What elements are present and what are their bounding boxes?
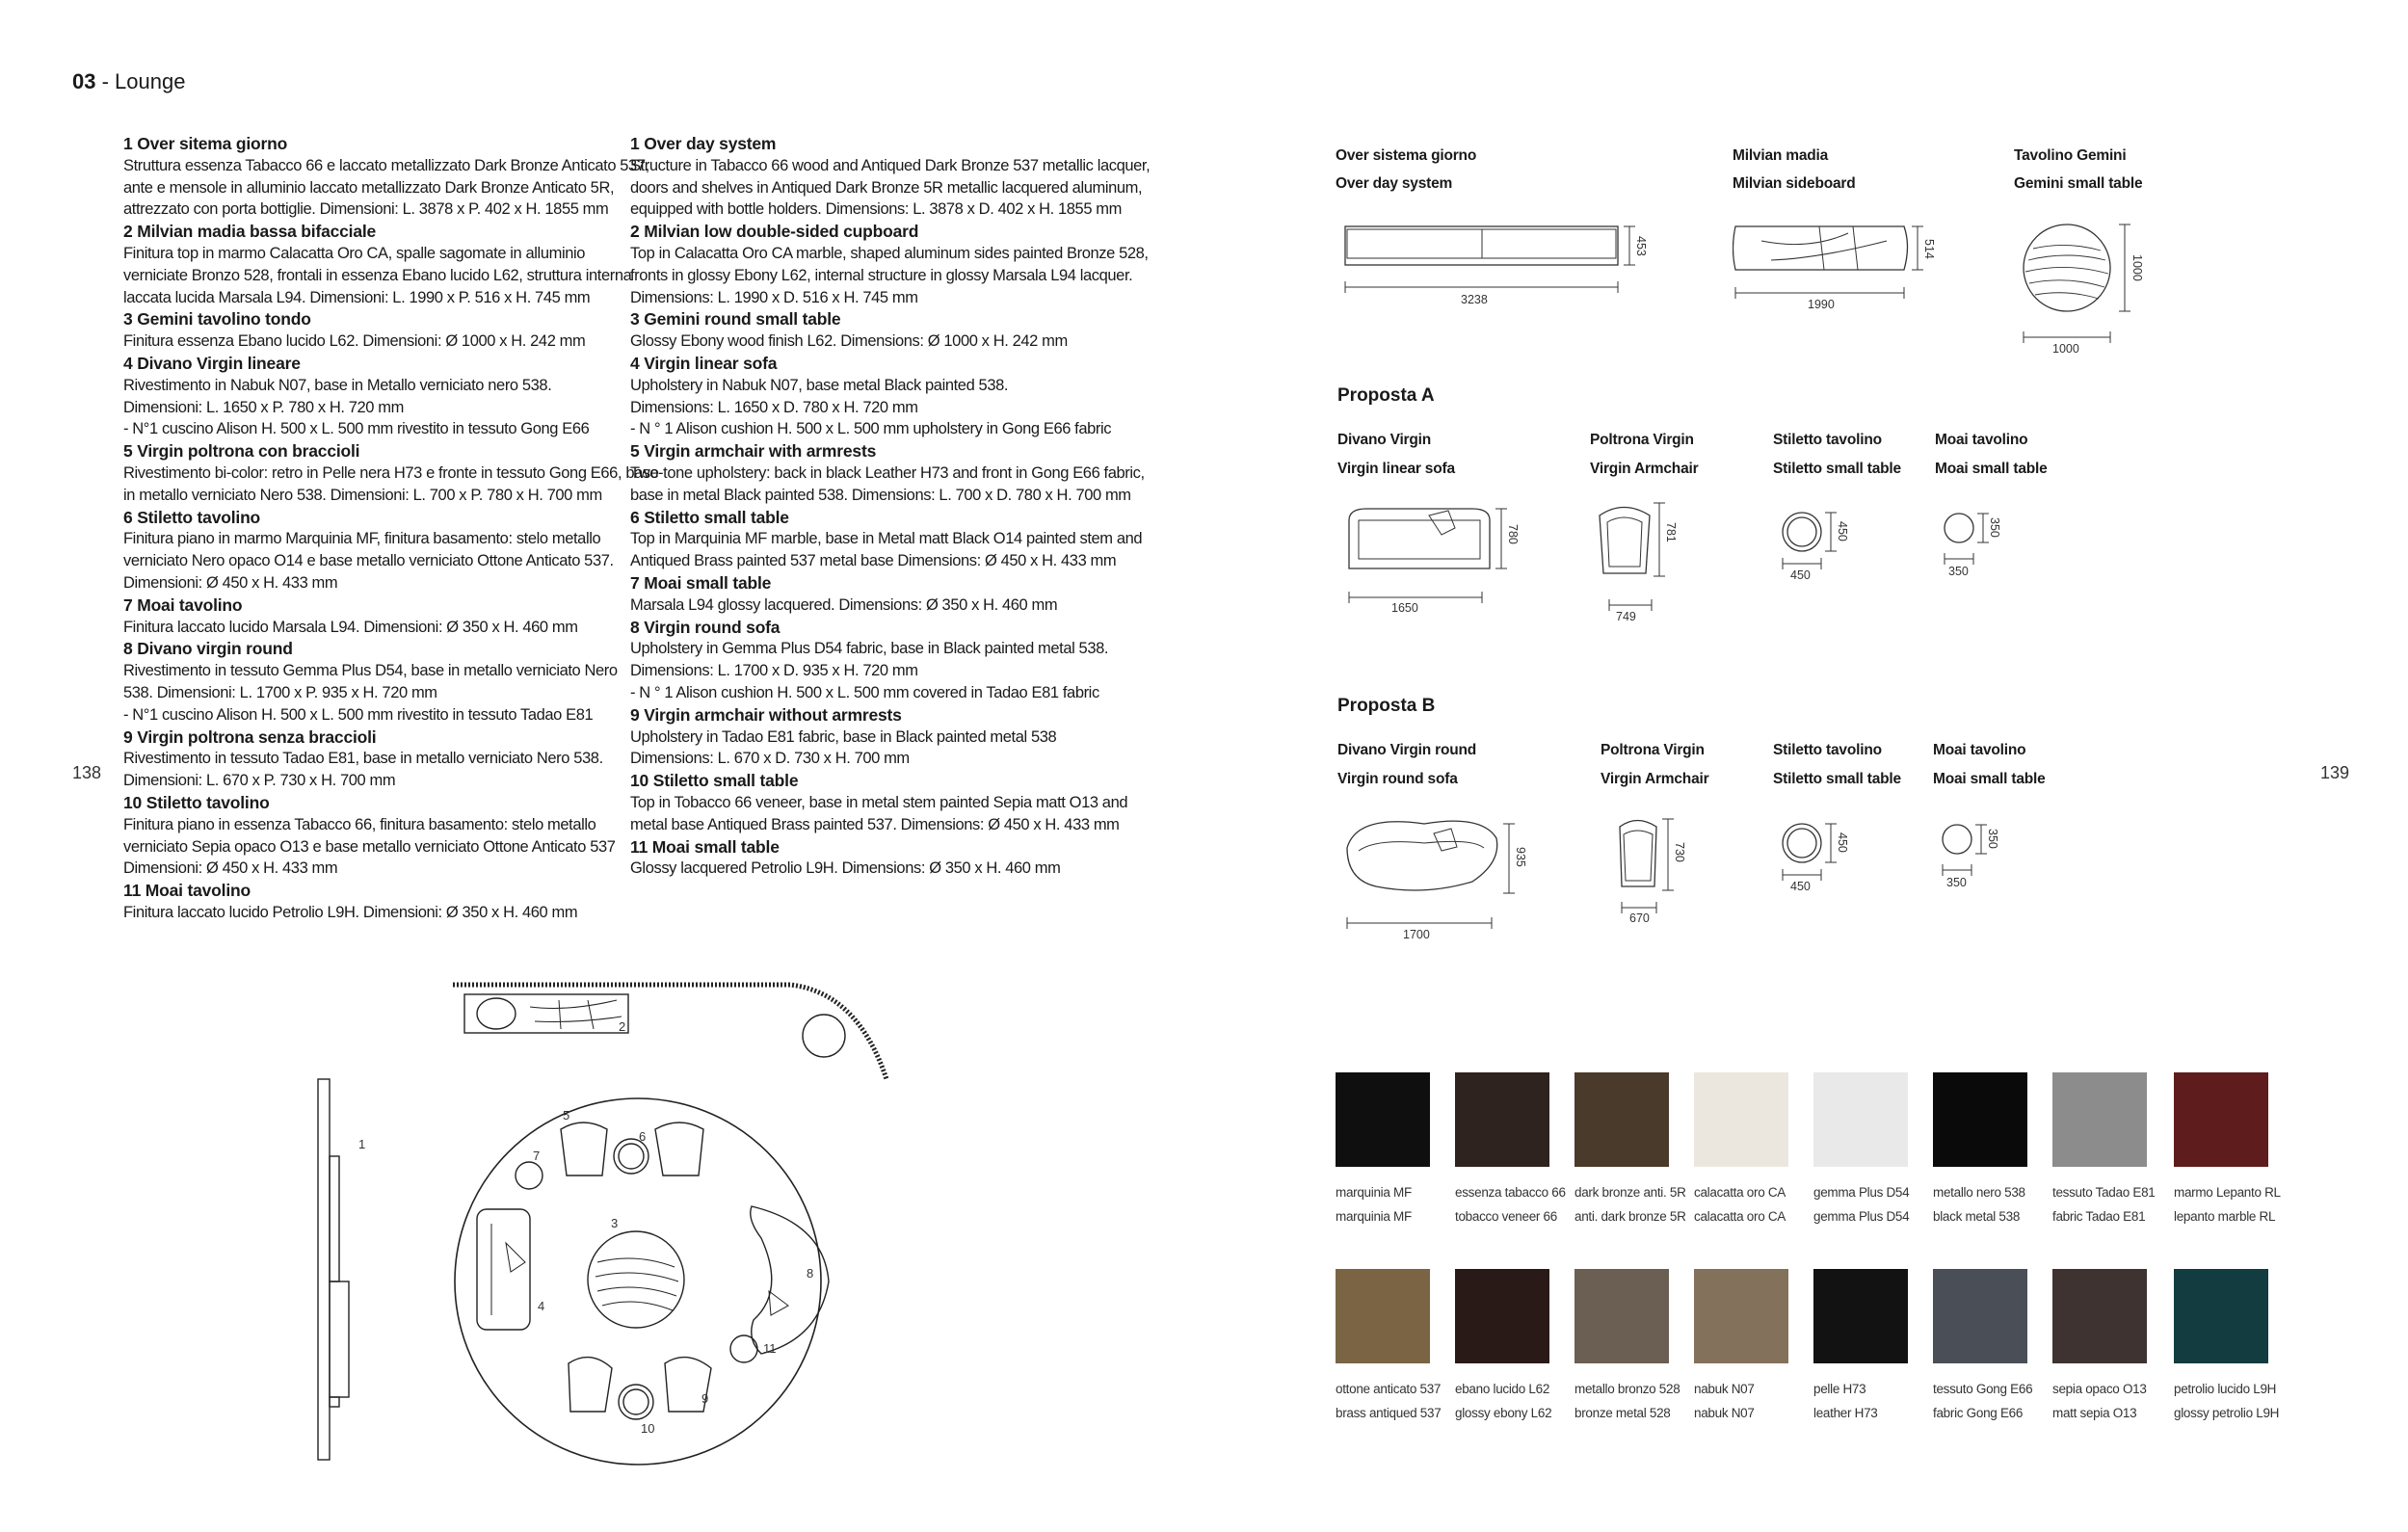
english-item-line: Glossy lacquered Petrolio L9H. Dimensions: Ø 350 x H. 460 mm bbox=[630, 859, 1061, 878]
english-item-line: fronts in glossy Ebony L62, internal structure in glossy Marsala L94 lacquer. bbox=[630, 266, 1133, 284]
pb-sofa-it: Divano Virgin round bbox=[1337, 742, 1477, 758]
swatch-caption bbox=[1336, 1180, 1412, 1228]
english-item-title: 3 Gemini round small table bbox=[630, 309, 841, 330]
section-number: 03 bbox=[72, 69, 96, 93]
swatch-r1-4 bbox=[1813, 1072, 1908, 1167]
plan-label-2: 2 bbox=[619, 1019, 626, 1034]
swatch-caption bbox=[1455, 1377, 1551, 1425]
pa-moai-drawing bbox=[1935, 506, 2031, 602]
pb-moai-h: 350 bbox=[1986, 829, 1999, 849]
swatch-caption-en: black metal 538 bbox=[1933, 1209, 2021, 1224]
italian-item-line: Dimensioni: L. 1650 x P. 780 x H. 720 mm bbox=[123, 398, 404, 416]
english-item-title: 7 Moai small table bbox=[630, 572, 772, 593]
swatch-caption-it: nabuk N07 bbox=[1694, 1382, 1755, 1396]
swatch-caption-it: calacatta oro CA bbox=[1694, 1185, 1786, 1200]
swatch-caption-it: tessuto Tadao E81 bbox=[2052, 1185, 2156, 1200]
pb-stiletto-h: 450 bbox=[1836, 832, 1849, 853]
milvian-height: 514 bbox=[1922, 239, 1936, 259]
pa-stiletto-h: 450 bbox=[1836, 521, 1849, 541]
italian-item-line: Finitura piano in essenza Tabacco 66, finitura basamento: stelo metallo bbox=[123, 815, 596, 833]
swatch-caption bbox=[1933, 1180, 2025, 1228]
italian-item-line: Finitura piano in marmo Marquinia MF, finitura basamento: stelo metallo bbox=[123, 530, 601, 548]
italian-item-title: 2 Milvian madia bassa bifacciale bbox=[123, 222, 377, 242]
swatch-r1-6 bbox=[2052, 1072, 2147, 1167]
proposta-a-title: Proposta A bbox=[1337, 385, 1435, 406]
swatch-caption-en: fabric Gong E66 bbox=[1933, 1406, 2024, 1420]
italian-item-line: Rivestimento in Nabuk N07, base in Metallo verniciato nero 538. bbox=[123, 376, 552, 394]
swatch-caption bbox=[1574, 1180, 1686, 1228]
swatch-caption-en: bronze metal 528 bbox=[1574, 1406, 1671, 1420]
english-item-line: - N ° 1 Alison cushion H. 500 x L. 500 mm covered in Tadao E81 fabric bbox=[630, 683, 1099, 701]
swatch-caption bbox=[1933, 1377, 2032, 1425]
swatch-caption bbox=[1694, 1180, 1786, 1228]
gemini-width: 1000 bbox=[2052, 342, 2079, 356]
swatch-r2-2 bbox=[1574, 1269, 1669, 1363]
english-item-title: 8 Virgin round sofa bbox=[630, 617, 781, 637]
italian-item-line: ante e mensole in alluminio laccato metallizzato Dark Bronze Anticato 5R, bbox=[123, 178, 615, 197]
english-item-line: base in metal Black painted 538. Dimensions: L. 700 x D. 780 x H. 700 mm bbox=[630, 486, 1131, 504]
italian-item-line: verniciate Bronzo 528, frontali in essenza Ebano lucido L62, struttura interna bbox=[123, 266, 632, 284]
swatch-caption-en: calacatta oro CA bbox=[1694, 1209, 1786, 1224]
swatch-caption-en: marquinia MF bbox=[1336, 1209, 1412, 1224]
swatch-r2-5 bbox=[1933, 1269, 2027, 1363]
product-gemini-it: Tavolino Gemini bbox=[2014, 147, 2127, 164]
italian-descriptions bbox=[123, 133, 663, 924]
swatch-caption-it: sepia opaco O13 bbox=[2052, 1382, 2147, 1396]
swatch-r1-2 bbox=[1574, 1072, 1669, 1167]
italian-item-line: Struttura essenza Tabacco 66 e laccato metallizzato Dark Bronze Anticato 537, bbox=[123, 156, 649, 174]
plan-label-1: 1 bbox=[358, 1137, 366, 1151]
swatch-caption-en: lepanto marble RL bbox=[2174, 1209, 2276, 1224]
swatch-r1-0 bbox=[1336, 1072, 1430, 1167]
italian-item-line: Dimensioni: Ø 450 x H. 433 mm bbox=[123, 859, 338, 878]
english-item-line: Two-tone upholstery: back in black Leather H73 and front in Gong E66 fabric, bbox=[630, 463, 1145, 482]
italian-item-title: 3 Gemini tavolino tondo bbox=[123, 309, 311, 330]
pa-moai-w: 350 bbox=[1948, 565, 1969, 578]
swatch-caption-it: petrolio lucido L9H bbox=[2174, 1382, 2277, 1396]
pa-moai-en: Moai small table bbox=[1935, 461, 2048, 477]
pa-sofa-h: 780 bbox=[1506, 524, 1520, 544]
swatch-caption-en: matt sepia O13 bbox=[2052, 1406, 2137, 1420]
pb-sofa-w: 1700 bbox=[1403, 928, 1430, 941]
pa-moai-h: 350 bbox=[1988, 517, 2001, 538]
english-item-title: 10 Stiletto small table bbox=[630, 771, 799, 791]
pa-stiletto-en: Stiletto small table bbox=[1773, 461, 1901, 477]
pa-sofa-drawing bbox=[1337, 491, 1530, 617]
pb-sofa-en: Virgin round sofa bbox=[1337, 771, 1458, 787]
pa-armchair-h: 781 bbox=[1664, 522, 1678, 542]
swatch-caption bbox=[1336, 1377, 1441, 1425]
pa-stiletto-drawing bbox=[1773, 506, 1879, 602]
swatch-caption-it: marquinia MF bbox=[1336, 1185, 1412, 1200]
swatch-r2-7 bbox=[2174, 1269, 2268, 1363]
plan-label-7: 7 bbox=[533, 1149, 541, 1163]
swatch-caption-en: tobacco veneer 66 bbox=[1455, 1209, 1557, 1224]
swatch-r1-1 bbox=[1455, 1072, 1549, 1167]
swatch-caption bbox=[1813, 1377, 1878, 1425]
proposta-b-title: Proposta B bbox=[1337, 696, 1436, 716]
over-height: 453 bbox=[1634, 236, 1648, 256]
swatch-caption-it: ottone anticato 537 bbox=[1336, 1382, 1442, 1396]
swatch-caption-it: essenza tabacco 66 bbox=[1455, 1185, 1566, 1200]
swatch-caption bbox=[1574, 1377, 1680, 1425]
swatch-r2-1 bbox=[1455, 1269, 1549, 1363]
swatch-r1-5 bbox=[1933, 1072, 2027, 1167]
pa-armchair-it: Poltrona Virgin bbox=[1590, 432, 1694, 448]
italian-item-line: in metallo verniciato Nero 538. Dimensioni: L. 700 x P. 780 x H. 700 mm bbox=[123, 486, 602, 504]
swatch-caption bbox=[1694, 1377, 1755, 1425]
pa-sofa-w: 1650 bbox=[1391, 601, 1418, 615]
product-over-it: Over sistema giorno bbox=[1336, 147, 1477, 164]
swatch-caption-it: ebano lucido L62 bbox=[1455, 1382, 1550, 1396]
pb-armchair-w: 670 bbox=[1629, 911, 1650, 925]
swatch-caption-en: leather H73 bbox=[1813, 1406, 1878, 1420]
pb-stiletto-en: Stiletto small table bbox=[1773, 771, 1901, 787]
pb-stiletto-w: 450 bbox=[1790, 880, 1811, 893]
english-item-line: Antiqued Brass painted 537 metal base Dimensions: Ø 450 x H. 433 mm bbox=[630, 552, 1117, 570]
english-item-line: metal base Antiqued Brass painted 537. Dimensions: Ø 450 x H. 433 mm bbox=[630, 815, 1120, 833]
floor-plan bbox=[308, 973, 944, 1474]
page-number-left: 138 bbox=[72, 763, 102, 782]
swatch-caption-it: tessuto Gong E66 bbox=[1933, 1382, 2033, 1396]
pb-moai-w: 350 bbox=[1946, 876, 1967, 889]
swatch-caption-en: anti. dark bronze 5R bbox=[1574, 1209, 1686, 1224]
linear-sofa-plan bbox=[477, 1209, 530, 1330]
english-item-line: Upholstery in Tadao E81 fabric, base in Black painted metal 538 bbox=[630, 727, 1057, 746]
pa-sofa-en: Virgin linear sofa bbox=[1337, 461, 1455, 477]
over-system-drawing bbox=[1336, 212, 1654, 318]
italian-item-line: Rivestimento bi-color: retro in Pelle nera H73 e fronte in tessuto Gong E66, base bbox=[123, 463, 659, 482]
english-item-line: Top in Calacatta Oro CA marble, shaped aluminum sides painted Bronze 528, bbox=[630, 244, 1149, 262]
italian-item-title: 8 Divano virgin round bbox=[123, 639, 293, 659]
italian-item-line: laccata lucida Marsala L94. Dimensioni: L. 1990 x P. 516 x H. 745 mm bbox=[123, 288, 591, 306]
swatch-caption bbox=[2174, 1180, 2281, 1228]
italian-item-title: 6 Stiletto tavolino bbox=[123, 507, 261, 527]
italian-item-line: Rivestimento in tessuto Gemma Plus D54, base in metallo verniciato Nero bbox=[123, 662, 618, 680]
pa-armchair-w: 749 bbox=[1616, 610, 1636, 623]
over-width: 3238 bbox=[1461, 293, 1488, 306]
armchair-9-plan bbox=[569, 1358, 612, 1412]
pb-armchair-drawing bbox=[1601, 809, 1716, 935]
italian-item-title: 7 Moai tavolino bbox=[123, 594, 243, 615]
english-item-line: Dimensions: L. 1700 x D. 935 x H. 720 mm bbox=[630, 662, 918, 680]
swatch-caption bbox=[1813, 1180, 1909, 1228]
swatch-caption-en: glossy ebony L62 bbox=[1455, 1406, 1552, 1420]
italian-item-title: 4 Divano Virgin lineare bbox=[123, 353, 301, 373]
swatch-caption-it: dark bronze anti. 5R bbox=[1574, 1185, 1686, 1200]
swatch-caption-it: metallo nero 538 bbox=[1933, 1185, 2025, 1200]
section-title bbox=[72, 69, 185, 94]
english-item-title: 4 Virgin linear sofa bbox=[630, 353, 778, 373]
plan-label-3: 3 bbox=[611, 1216, 619, 1230]
pb-armchair-it: Poltrona Virgin bbox=[1601, 742, 1705, 758]
section-name: Lounge bbox=[115, 69, 186, 93]
english-item-title: 5 Virgin armchair with armrests bbox=[630, 441, 877, 462]
swatch-r2-0 bbox=[1336, 1269, 1430, 1363]
italian-item-line: 538. Dimensioni: L. 1700 x P. 935 x H. 720 mm bbox=[123, 683, 437, 701]
english-item-line: - N ° 1 Alison cushion H. 500 x L. 500 mm upholstery in Gong E66 fabric bbox=[630, 420, 1112, 438]
milvian-width: 1990 bbox=[1808, 298, 1835, 311]
pb-stiletto-drawing bbox=[1773, 817, 1879, 913]
italian-item-line: Dimensioni: Ø 450 x H. 433 mm bbox=[123, 573, 338, 592]
pb-moai-en: Moai small table bbox=[1933, 771, 2046, 787]
plan-label-8: 8 bbox=[807, 1266, 814, 1281]
italian-item-line: attrezzato con porta bottiglie. Dimensioni: L. 3878 x P. 402 x H. 1855 mm bbox=[123, 200, 609, 219]
round-sofa-plan bbox=[751, 1206, 829, 1354]
gemini-table-plan bbox=[588, 1231, 684, 1328]
pb-armchair-en: Virgin Armchair bbox=[1601, 771, 1709, 787]
english-item-line: Top in Tobacco 66 veneer, base in metal stem painted Sepia matt O13 and bbox=[630, 793, 1128, 811]
pb-moai-it: Moai tavolino bbox=[1933, 742, 2026, 758]
pa-stiletto-w: 450 bbox=[1790, 568, 1811, 582]
swatch-r2-6 bbox=[2052, 1269, 2147, 1363]
italian-item-title: 11 Moai tavolino bbox=[123, 881, 251, 901]
english-item-title: 11 Moai small table bbox=[630, 836, 780, 857]
pb-armchair-h: 730 bbox=[1673, 842, 1686, 862]
swatch-caption-en: nabuk N07 bbox=[1694, 1406, 1755, 1420]
swatch-caption-it: marmo Lepanto RL bbox=[2174, 1185, 2281, 1200]
italian-item-line: Finitura top in marmo Calacatta Oro CA, spalle sagomate in alluminio bbox=[123, 244, 586, 262]
english-item-title: 9 Virgin armchair without armrests bbox=[630, 704, 902, 725]
pa-armchair-en: Virgin Armchair bbox=[1590, 461, 1699, 477]
swatch-caption bbox=[2052, 1377, 2147, 1425]
english-item-line: Upholstery in Gemma Plus D54 fabric, base in Black painted metal 538. bbox=[630, 640, 1109, 658]
italian-item-line: verniciato Sepia opaco O13 e base metallo verniciato Ottone Anticato 537 bbox=[123, 837, 616, 856]
swatch-caption-it: metallo bronzo 528 bbox=[1574, 1382, 1680, 1396]
plan-label-9: 9 bbox=[701, 1391, 709, 1406]
italian-item-title: 10 Stiletto tavolino bbox=[123, 792, 270, 812]
plan-label-5: 5 bbox=[563, 1108, 570, 1123]
swatch-caption-en: brass antiqued 537 bbox=[1336, 1406, 1442, 1420]
swatch-r1-3 bbox=[1694, 1072, 1788, 1167]
italian-item-line: Dimensioni: L. 670 x P. 730 x H. 700 mm bbox=[123, 772, 396, 790]
swatch-caption bbox=[1455, 1180, 1566, 1228]
english-item-line: equipped with bottle holders. Dimensions: L. 3878 x D. 402 x H. 1855 mm bbox=[630, 200, 1122, 219]
italian-item-title: 1 Over sitema giorno bbox=[123, 134, 288, 153]
swatch-r1-7 bbox=[2174, 1072, 2268, 1167]
italian-item-line: - N°1 cuscino Alison H. 500 x L. 500 mm rivestito in tessuto Gong E66 bbox=[123, 420, 590, 438]
english-item-line: Dimensions: L. 1990 x D. 516 x H. 745 mm bbox=[630, 288, 918, 306]
english-item-title: 2 Milvian low double-sided cupboard bbox=[630, 222, 919, 242]
milvian-sideboard-plan bbox=[464, 994, 628, 1033]
pa-moai-it: Moai tavolino bbox=[1935, 432, 2028, 448]
swatch-caption-it: pelle H73 bbox=[1813, 1382, 1866, 1396]
italian-item-line: verniciato Nero opaco O14 e base metallo verniciato Ottone Anticato 537. bbox=[123, 552, 614, 570]
pb-sofa-h: 935 bbox=[1514, 847, 1527, 867]
swatch-r2-4 bbox=[1813, 1269, 1908, 1363]
pa-stiletto-it: Stiletto tavolino bbox=[1773, 432, 1882, 448]
over-system-wall bbox=[318, 1079, 330, 1460]
pb-stiletto-it: Stiletto tavolino bbox=[1773, 742, 1882, 758]
plan-label-11: 11 bbox=[763, 1341, 777, 1356]
english-item-title: 6 Stiletto small table bbox=[630, 507, 789, 527]
pa-sofa-it: Divano Virgin bbox=[1337, 432, 1432, 448]
product-over-en: Over day system bbox=[1336, 175, 1453, 192]
italian-item-line: - N°1 cuscino Alison H. 500 x L. 500 mm rivestito in tessuto Tadao E81 bbox=[123, 705, 594, 724]
plan-label-10: 10 bbox=[641, 1421, 655, 1436]
swatch-caption-en: gemma Plus D54 bbox=[1813, 1209, 1910, 1224]
gemini-drawing bbox=[2014, 212, 2158, 357]
gemini-height: 1000 bbox=[2130, 254, 2144, 281]
page-number-right: 139 bbox=[2320, 763, 2350, 782]
english-item-line: Upholstery in Nabuk N07, base metal Black painted 538. bbox=[630, 376, 1009, 394]
swatch-caption-en: fabric Tadao E81 bbox=[2052, 1209, 2146, 1224]
armchair-5-plan bbox=[561, 1123, 607, 1175]
pb-moai-drawing bbox=[1933, 817, 2029, 913]
section-separator: - bbox=[95, 69, 116, 93]
milvian-drawing bbox=[1733, 212, 1954, 318]
english-item-title: 1 Over day system bbox=[630, 134, 777, 153]
italian-item-line: Rivestimento in tessuto Tadao E81, base in metallo verniciato Nero 538. bbox=[123, 750, 603, 768]
plan-label-6: 6 bbox=[639, 1129, 647, 1144]
english-item-line: Structure in Tabacco 66 wood and Antiqued Dark Bronze 537 metallic lacquer, bbox=[630, 156, 1151, 174]
english-item-line: Dimensions: L. 1650 x D. 780 x H. 720 mm bbox=[630, 398, 918, 416]
english-descriptions bbox=[630, 133, 1170, 880]
pa-armchair-drawing bbox=[1590, 491, 1706, 626]
swatch-caption-it: gemma Plus D54 bbox=[1813, 1185, 1910, 1200]
italian-item-line: Finitura essenza Ebano lucido L62. Dimensioni: Ø 1000 x H. 242 mm bbox=[123, 332, 586, 351]
english-item-line: Dimensions: L. 670 x D. 730 x H. 700 mm bbox=[630, 750, 910, 768]
product-milvian-en: Milvian sideboard bbox=[1733, 175, 1856, 192]
pb-sofa-drawing bbox=[1337, 805, 1549, 949]
swatch-caption bbox=[2052, 1180, 2156, 1228]
swatch-r2-3 bbox=[1694, 1269, 1788, 1363]
italian-item-title: 5 Virgin poltrona con braccioli bbox=[123, 441, 360, 462]
english-item-line: Marsala L94 glossy lacquered. Dimensions: Ø 350 x H. 460 mm bbox=[630, 595, 1058, 614]
product-milvian-it: Milvian madia bbox=[1733, 147, 1829, 164]
swatch-caption bbox=[2174, 1377, 2279, 1425]
english-item-line: Top in Marquinia MF marble, base in Metal matt Black O14 painted stem and bbox=[630, 530, 1143, 548]
english-item-line: Glossy Ebony wood finish L62. Dimensions: Ø 1000 x H. 242 mm bbox=[630, 332, 1068, 351]
plan-label-4: 4 bbox=[538, 1299, 545, 1313]
swatch-caption-en: glossy petrolio L9H bbox=[2174, 1406, 2280, 1420]
italian-item-line: Finitura laccato lucido Marsala L94. Dimensioni: Ø 350 x H. 460 mm bbox=[123, 618, 578, 636]
italian-item-line: Finitura laccato lucido Petrolio L9H. Dimensioni: Ø 350 x H. 460 mm bbox=[123, 903, 578, 921]
product-gemini-en: Gemini small table bbox=[2014, 175, 2143, 192]
english-item-line: doors and shelves in Antiqued Dark Bronze 5R metallic lacquered aluminum, bbox=[630, 178, 1143, 197]
italian-item-title: 9 Virgin poltrona senza braccioli bbox=[123, 726, 377, 747]
